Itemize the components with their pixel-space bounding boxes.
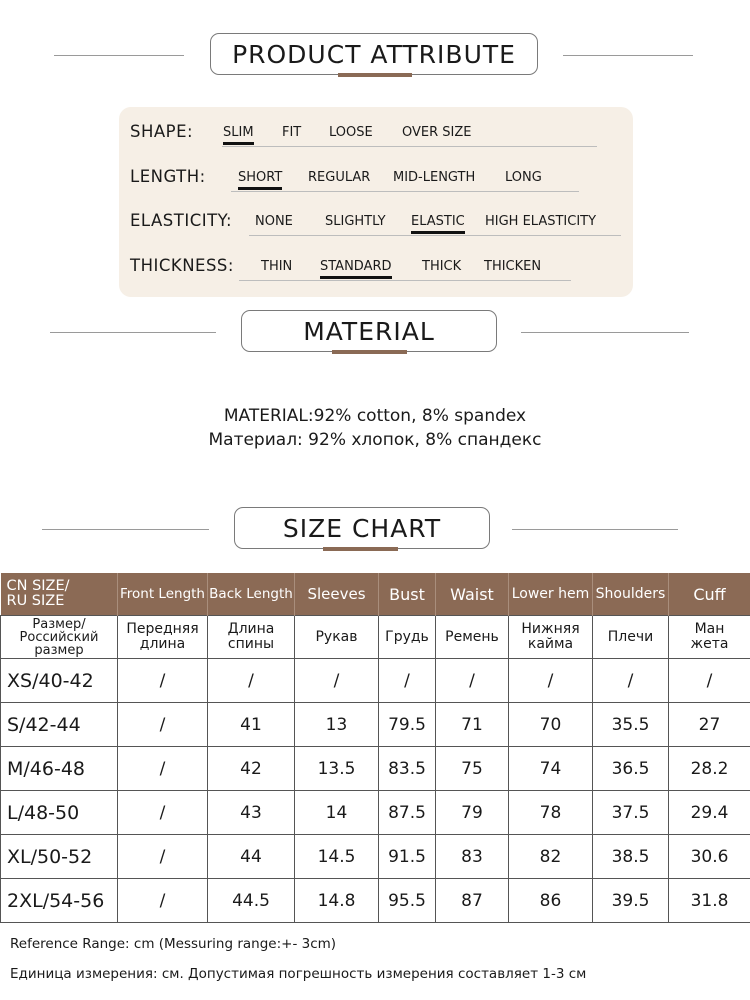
table-cell: M/46-48 <box>1 747 118 791</box>
table-cell: 28.2 <box>669 747 750 791</box>
table-row-ru-header <box>1 616 750 659</box>
attr-option: THICKEN <box>484 259 542 274</box>
attr-option: LONG <box>505 170 542 185</box>
table-row <box>1 879 750 923</box>
table-cell: / <box>118 703 208 747</box>
table-row <box>1 747 750 791</box>
table-cell: / <box>669 659 750 703</box>
header-cell: Cuff <box>669 573 750 616</box>
header-cell: Front Length <box>118 573 208 616</box>
table-cell: XS/40-42 <box>1 659 118 703</box>
heading-rule-left <box>42 529 209 530</box>
attr-label: SHAPE: <box>130 122 194 141</box>
header-cell: Shoulders <box>593 573 669 616</box>
table-cell: 38.5 <box>593 835 669 879</box>
table-cell: / <box>436 659 509 703</box>
material-text <box>0 404 750 452</box>
attr-label: LENGTH: <box>130 167 206 186</box>
header-cell: CN SIZE/ RU SIZE <box>1 573 118 616</box>
attr-option: THIN <box>261 259 293 274</box>
table-row <box>1 835 750 879</box>
table-cell: 35.5 <box>593 703 669 747</box>
attr-option: REGULAR <box>308 170 371 185</box>
table-cell: 70 <box>509 703 593 747</box>
attribute-panel <box>119 107 633 297</box>
table-row <box>1 659 750 703</box>
table-cell: / <box>118 879 208 923</box>
table-cell: Нижняя кайма <box>509 616 593 659</box>
reference-note-en: Reference Range: cm (Messuring range:+- 3cm) <box>10 936 337 952</box>
table-cell: Ремень <box>436 616 509 659</box>
table-cell: 2XL/54-56 <box>1 879 118 923</box>
attribute-heading <box>0 33 750 79</box>
size-chart-title: SIZE CHART <box>234 507 490 549</box>
table-cell: 44 <box>208 835 295 879</box>
attr-option: LOOSE <box>329 125 373 140</box>
table-cell: 14 <box>295 791 379 835</box>
attr-label: ELASTICITY: <box>130 211 233 230</box>
table-row <box>1 703 750 747</box>
table-cell: 74 <box>509 747 593 791</box>
attr-option-selected: SHORT <box>238 170 283 185</box>
table-cell: / <box>118 835 208 879</box>
table-cell: Размер/ Российский размер <box>1 616 118 659</box>
table-cell: 79 <box>436 791 509 835</box>
table-cell: 86 <box>509 879 593 923</box>
heading-rule-right <box>563 55 693 56</box>
table-cell: 87 <box>436 879 509 923</box>
table-cell: / <box>379 659 436 703</box>
table-cell: Передняя длина <box>118 616 208 659</box>
table-cell: 78 <box>509 791 593 835</box>
header-cell: Back Length <box>208 573 295 616</box>
attr-line <box>222 146 597 147</box>
table-cell: 30.6 <box>669 835 750 879</box>
table-cell: / <box>593 659 669 703</box>
table-cell: 43 <box>208 791 295 835</box>
heading-rule-left <box>54 55 184 56</box>
table-cell: 95.5 <box>379 879 436 923</box>
size-chart-heading <box>0 507 750 553</box>
attribute-title: PRODUCT ATTRIBUTE <box>210 33 538 75</box>
table-cell: 87.5 <box>379 791 436 835</box>
heading-rule-left <box>50 332 216 333</box>
table-cell: 75 <box>436 747 509 791</box>
heading-accent-bar <box>332 350 407 354</box>
table-cell: / <box>509 659 593 703</box>
table-row <box>1 791 750 835</box>
material-en: MATERIAL:92% cotton, 8% spandex <box>223 406 527 426</box>
header-cell: Bust <box>379 573 436 616</box>
header-cell: Sleeves <box>295 573 379 616</box>
table-cell: 44.5 <box>208 879 295 923</box>
table-cell: Рукав <box>295 616 379 659</box>
heading-rule-right <box>512 529 678 530</box>
attr-row-shape <box>119 122 633 152</box>
table-cell: L/48-50 <box>1 791 118 835</box>
table-cell: S/42-44 <box>1 703 118 747</box>
table-cell: 14.8 <box>295 879 379 923</box>
attr-option-selected: STANDARD <box>320 259 392 274</box>
attr-line <box>249 235 621 236</box>
material-heading <box>0 310 750 356</box>
table-cell: 39.5 <box>593 879 669 923</box>
material-ru: Материал: 92% хлопок, 8% спандекс <box>208 430 542 450</box>
table-cell: 91.5 <box>379 835 436 879</box>
table-cell: / <box>208 659 295 703</box>
header-cell: Waist <box>436 573 509 616</box>
table-cell: Грудь <box>379 616 436 659</box>
header-cell: Lower hem <box>509 573 593 616</box>
attr-row-length <box>119 167 633 197</box>
table-cell: / <box>118 791 208 835</box>
table-cell: 37.5 <box>593 791 669 835</box>
table-cell: / <box>295 659 379 703</box>
table-cell: 82 <box>509 835 593 879</box>
attr-label: THICKNESS: <box>130 256 234 275</box>
attr-line <box>239 280 571 281</box>
table-cell: 27 <box>669 703 750 747</box>
material-title: MATERIAL <box>241 310 497 352</box>
table-cell: 29.4 <box>669 791 750 835</box>
attr-option: HIGH ELASTICITY <box>485 214 597 229</box>
heading-rule-right <box>521 332 689 333</box>
attr-option-selected: SLIM <box>223 125 254 140</box>
table-cell: 36.5 <box>593 747 669 791</box>
attr-option: NONE <box>255 214 293 229</box>
table-cell: 13.5 <box>295 747 379 791</box>
attr-option-selected: ELASTIC <box>411 214 465 229</box>
attr-option: FIT <box>282 125 302 140</box>
table-header-row <box>1 573 750 616</box>
attr-option: MID-LENGTH <box>393 170 476 185</box>
table-cell: 83 <box>436 835 509 879</box>
attr-option: SLIGHTLY <box>325 214 386 229</box>
table-cell: 13 <box>295 703 379 747</box>
table-cell: 42 <box>208 747 295 791</box>
table-cell: Длина спины <box>208 616 295 659</box>
table-cell: Ман жета <box>669 616 750 659</box>
size-chart-table <box>0 573 750 923</box>
attr-line <box>231 191 579 192</box>
table-cell: XL/50-52 <box>1 835 118 879</box>
table-cell: 79.5 <box>379 703 436 747</box>
attr-row-elasticity <box>119 211 633 241</box>
table-cell: 71 <box>436 703 509 747</box>
table-cell: 31.8 <box>669 879 750 923</box>
table-cell: / <box>118 659 208 703</box>
table-cell: / <box>118 747 208 791</box>
attr-option: THICK <box>422 259 462 274</box>
reference-note-ru: Единица измерения: см. Допустимая погрешность измерения составляет 1-3 см <box>10 966 587 982</box>
heading-accent-bar <box>338 73 412 77</box>
table-cell: Плечи <box>593 616 669 659</box>
heading-accent-bar <box>323 547 398 551</box>
attr-option: OVER SIZE <box>402 125 472 140</box>
table-cell: 14.5 <box>295 835 379 879</box>
table-cell: 83.5 <box>379 747 436 791</box>
table-cell: 41 <box>208 703 295 747</box>
attr-row-thickness <box>119 256 633 286</box>
